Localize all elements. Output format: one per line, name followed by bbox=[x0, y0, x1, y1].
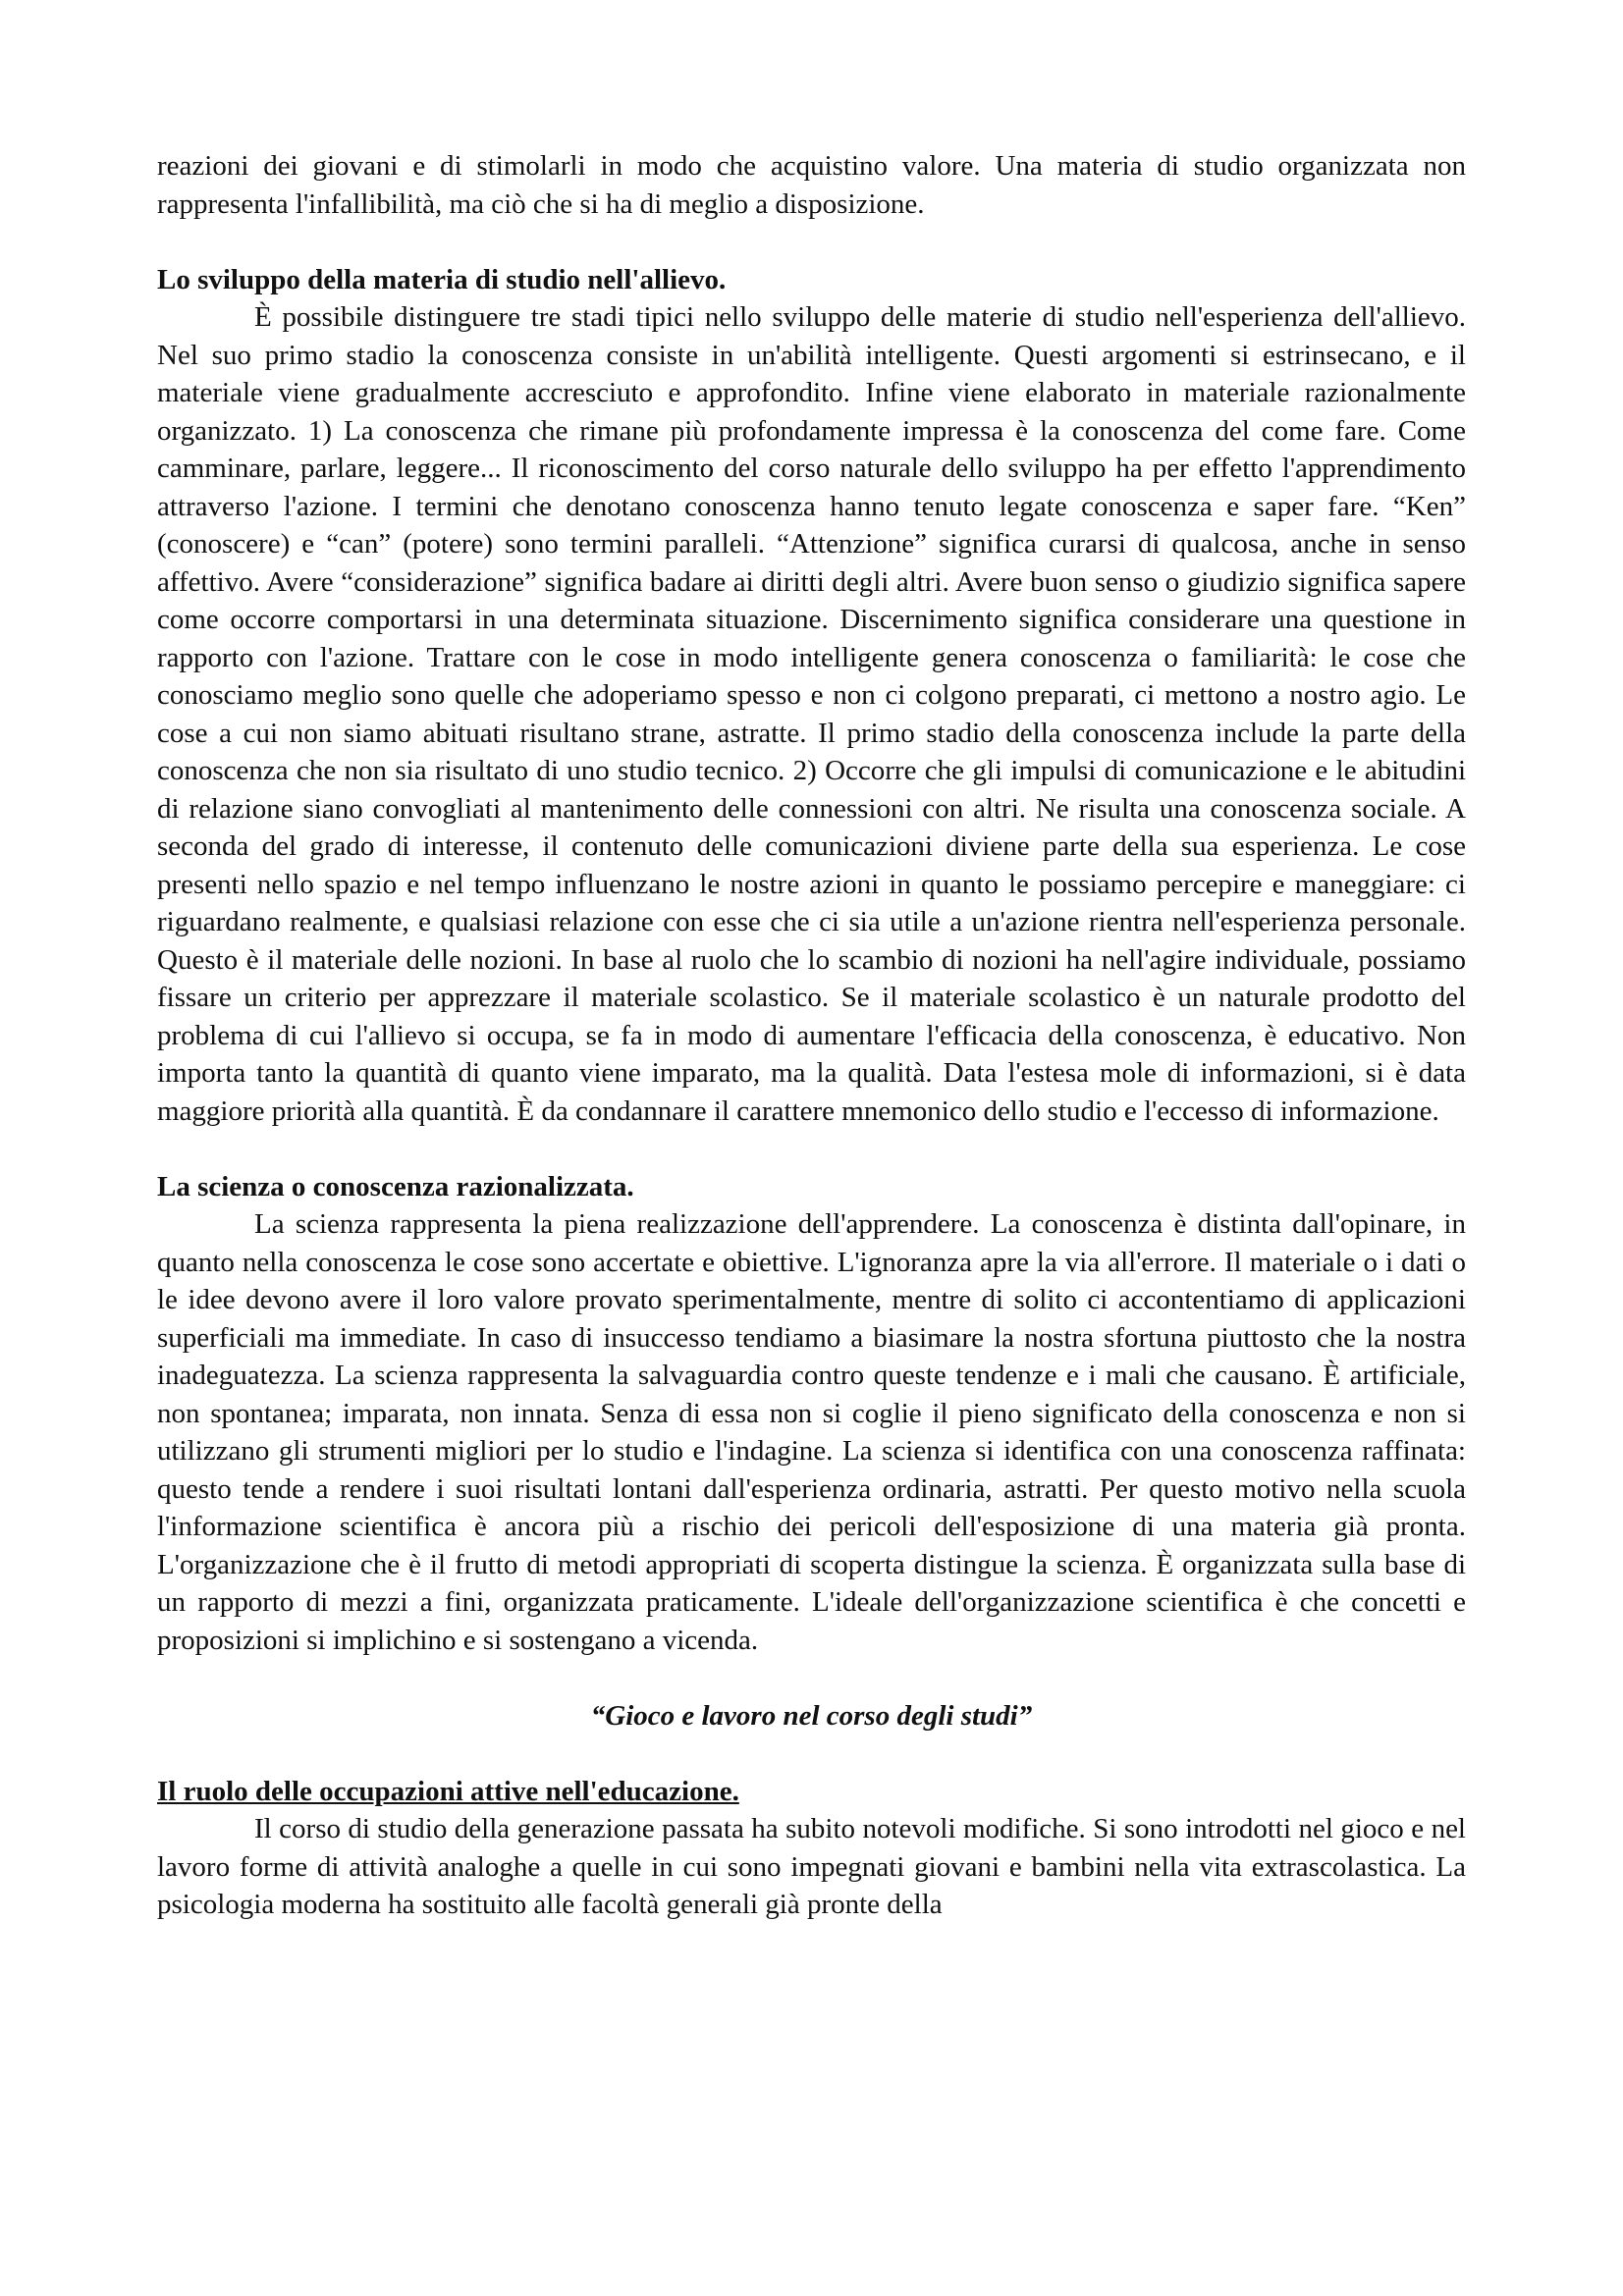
paragraph-development: È possibile distinguere tre stadi tipici nello sviluppo delle materie di studio nell'esperienza dell'allievo. Nel suo primo stadio la conoscenza consiste in un'abilità intelligente. Questi argomenti si estrinsecano, e il materiale viene gradualmente accresciuto e approfondito. Infine viene elaborato in materiale razionalmente organizzato. 1) La conoscenza che rimane più profondamente impressa è la conoscenza del come fare. Come camminare, parlare, leggere... Il riconoscimento del corso naturale dello sviluppo ha per effetto l'apprendimento attraverso l'azione. I termini che denotano conoscenza hanno tenuto legate conoscenza e saper fare. “Ken” (conoscere) e “can” (potere) sono termini paralleli. “Attenzione” significa curarsi di qualcosa, anche in senso affettivo. Avere “considerazione” significa badare ai diritti degli altri. Avere buon senso o giudizio significa sapere come occorre comportarsi in una determinata situazione. Discernimento significa considerare una questione in rapporto con l'azione. Trattare con le cose in modo intelligente genera conoscenza o familiarità: le cose che conosciamo meglio sono quelle che adoperiamo spesso e non ci colgono preparati, ci mettono a nostro agio. Le cose a cui non siamo abituati risultano strane, astratte. Il primo stadio della conoscenza include la parte della conoscenza che non sia risultato di uno studio tecnico. 2) Occorre che gli impulsi di comunicazione e le abitudini di relazione siano convogliati al mantenimento delle connessioni con altri. Ne risulta una conoscenza sociale. A seconda del grado di interesse, il contenuto delle comunicazioni diviene parte della sua esperienza. Le cose presenti nello spazio e nel tempo influenzano le nostre azioni in quanto le possiamo percepire e maneggiare: ci riguardano realmente, e qualsiasi relazione con esse che ci sia utile a un'azione rientra nell'esperienza personale. Questo è il materiale delle nozioni. In base al ruolo che lo scambio di nozioni ha nell'agire individuale, possiamo fissare un criterio per apprezzare il materiale scolastico. Se il materiale scolastico è un naturale prodotto del problema di cui l'allievo si occupa, se fa in modo di aumentare l'efficacia della conoscenza, è educativo. Non importa tanto la quantità di quanto viene imparato, ma la qualità. Data l'estesa mole di informazioni, si è data maggiore priorità alla quantità. È da condannare il carattere mnemonico dello studio e l'eccesso di informazione. bbox=[157, 301, 1466, 1127]
section-heading-active-occupations bbox=[157, 1773, 1466, 1811]
section-heading-science: La scienza o conoscenza razionalizzata. bbox=[157, 1170, 634, 1202]
paragraph-active-occupations: Il corso di studio della generazione passata ha subito notevoli modifiche. Si sono introdotti nel gioco e nel lavoro forme di attività analoghe a quelle in cui sono impegnati giovani e bambini nella vita extrascolastica. La psicologia moderna ha sostituito alle facoltà generali già pronte della bbox=[157, 1813, 1466, 1920]
section-heading-active-occupations-text: Il ruolo delle occupazioni attive nell'educazione. bbox=[157, 1775, 739, 1807]
document-page bbox=[157, 147, 1466, 1924]
section-heading-development: Lo sviluppo della materia di studio nell'allievo. bbox=[157, 263, 727, 295]
chapter-title: “Gioco e lavoro nel corso degli studi” bbox=[590, 1699, 1033, 1732]
paragraph-science: La scienza rappresenta la piena realizzazione dell'apprendere. La conoscenza è distinta dall'opinare, in quanto nella conoscenza le cose sono accertate e obiettive. L'ignoranza apre la via all'errore. Il materiale o i dati o le idee devono avere il loro valore provato sperimentalmente, mentre di solito ci accontentiamo di applicazioni superficiali ma immediate. In caso di insuccesso tendiamo a biasimare la nostra sfortuna piuttosto che la nostra inadeguatezza. La scienza rappresenta la salvaguardia contro queste tendenze e i mali che causano. È artificiale, non spontanea; imparata, non innata. Senza di essa non si coglie il pieno significato della conoscenza e non si utilizzano gli strumenti migliori per lo studio e l'indagine. La scienza si identifica con una conoscenza raffinata: questo tende a rendere i suoi risultati lontani dall'esperienza ordinaria, astratti. Per questo motivo nella scuola l'informazione scientifica è ancora più a rischio dei pericoli dell'esposizione di una materia già pronta. L'organizzazione che è il frutto di metodi appropriati di scoperta distingue la scienza. È organizzata sulla base di un rapporto di mezzi a fini, organizzata praticamente. L'ideale dell'organizzazione scientifica è che concetti e proposizioni si implichino e si sostengano a vicenda. bbox=[157, 1208, 1466, 1656]
intro-paragraph: reazioni dei giovani e di stimolarli in modo che acquistino valore. Una materia di studio organizzata non rappresenta l'infallibilità, ma ciò che si ha di meglio a disposizione. bbox=[157, 150, 1466, 220]
